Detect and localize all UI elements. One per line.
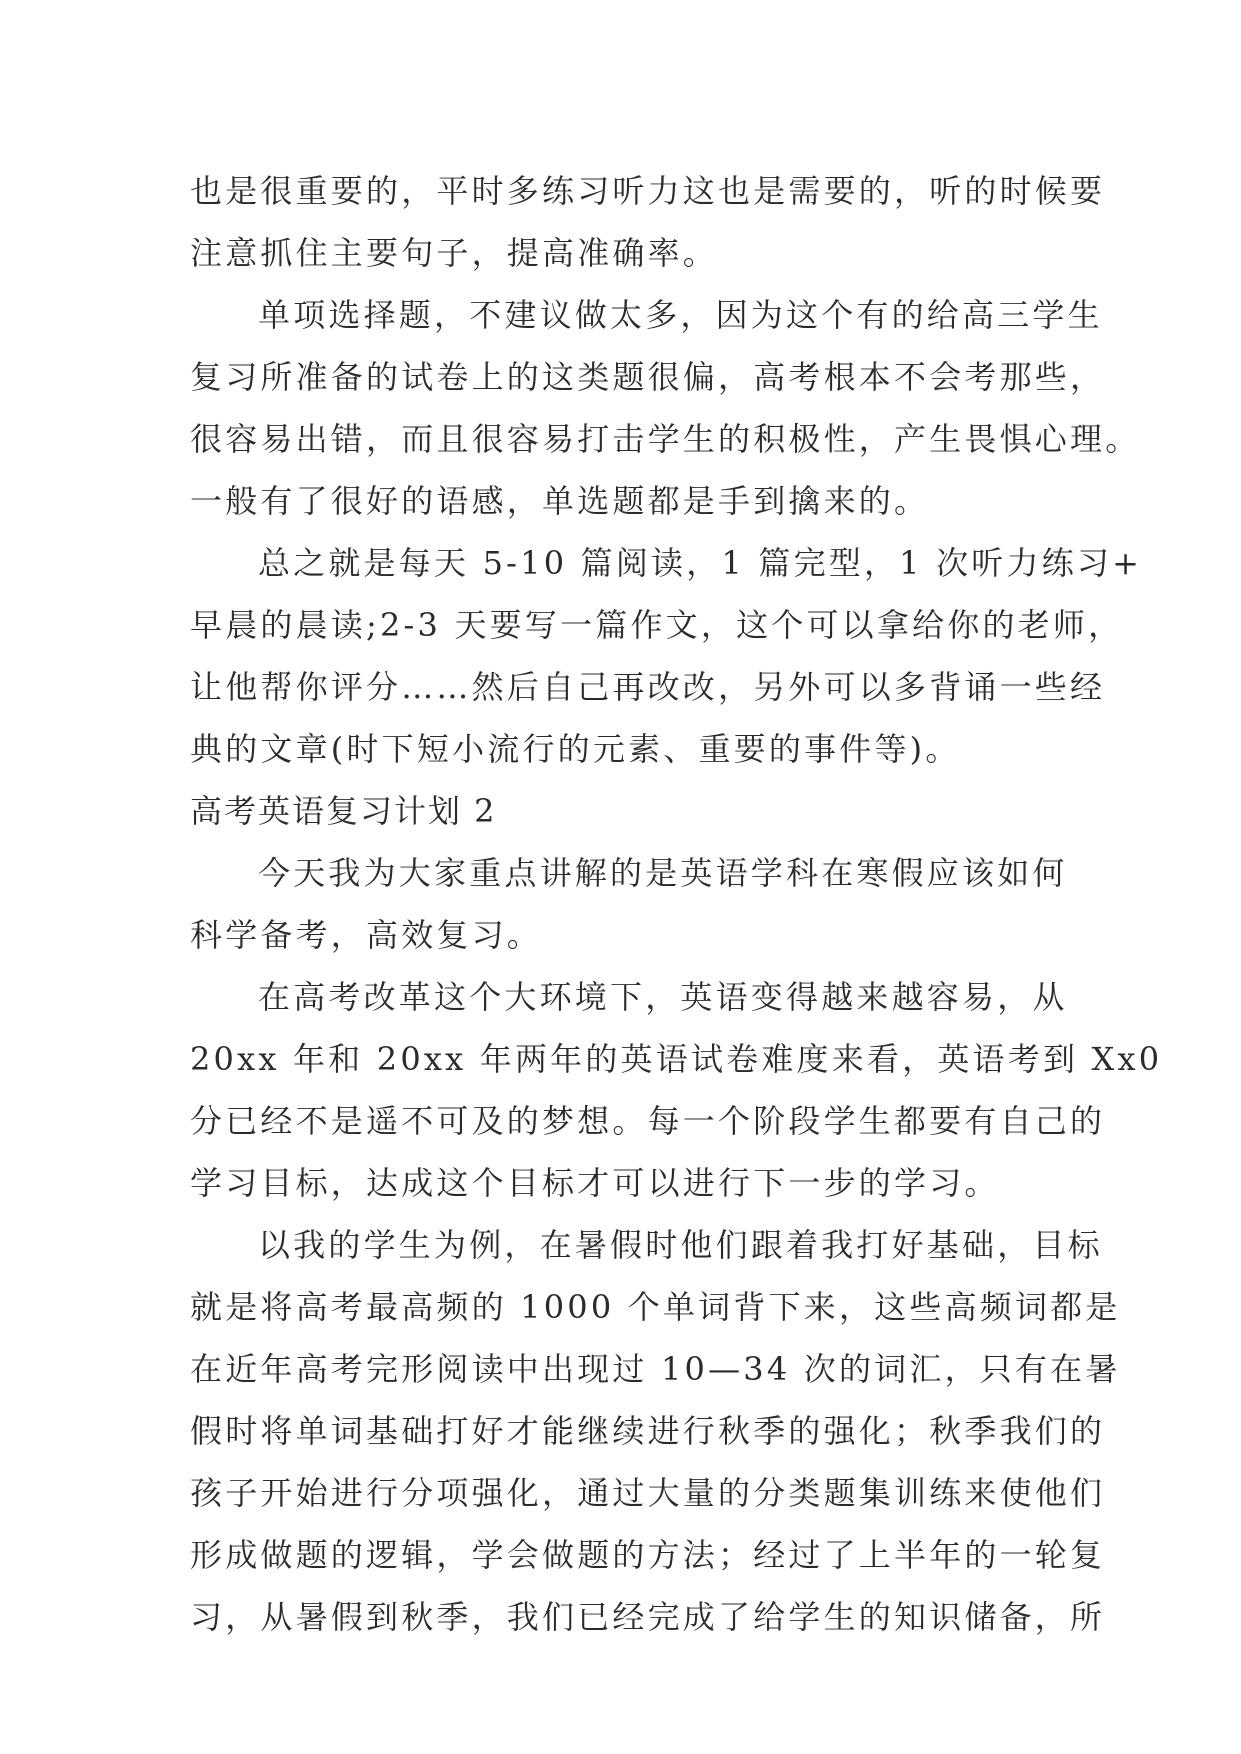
text-line: 很容易出错，而且很容易打击学生的积极性，产生畏惧心理。 (190, 420, 1141, 458)
text-line: 早晨的晨读;2-3 天要写一篇作文，这个可以拿给你的老师， (190, 606, 1124, 644)
text-line: 20xx 年和 20xx 年两年的英语试卷难度来看，英语考到 Xx0 (190, 1040, 1163, 1078)
text-line: 形成做题的逻辑，学会做题的方法；经过了上半年的一轮复 (190, 1536, 1106, 1574)
text-line: 也是很重要的，平时多练习听力这也是需要的，听的时候要 (190, 172, 1106, 210)
text-line: 科学备考，高效复习。 (190, 916, 543, 954)
section-heading: 高考英语复习计划 2 (190, 792, 497, 830)
text-line: 习，从暑假到秋季，我们已经完成了给学生的知识储备，所 (190, 1598, 1106, 1636)
text-line: 分已经不是遥不可及的梦想。每一个阶段学生都要有自己的 (190, 1102, 1106, 1140)
text-line: 学习目标，达成这个目标才可以进行下一步的学习。 (190, 1164, 1000, 1202)
text-line: 典的文章(时下短小流行的元素、重要的事件等)。 (190, 730, 961, 768)
text-line: 总之就是每天 5-10 篇阅读，1 篇完型，1 次听力练习+ (258, 544, 1143, 582)
text-line: 今天我为大家重点讲解的是英语学科在寒假应该如何 (258, 854, 1068, 892)
text-line: 单项选择题，不建议做太多，因为这个有的给高三学生 (258, 296, 1103, 334)
text-line: 以我的学生为例，在暑假时他们跟着我打好基础，目标 (258, 1226, 1103, 1264)
text-line: 复习所准备的试卷上的这类题很偏，高考根本不会考那些， (190, 358, 1106, 396)
text-line: 注意抓住主要句子，提高准确率。 (190, 234, 719, 272)
text-line: 在高考改革这个大环境下，英语变得越来越容易，从 (258, 978, 1068, 1016)
text-line: 一般有了很好的语感，单选题都是手到擒来的。 (190, 482, 930, 520)
text-line: 假时将单词基础打好才能继续进行秋季的强化；秋季我们的 (190, 1412, 1106, 1450)
text-line: 孩子开始进行分项强化，通过大量的分类题集训练来使他们 (190, 1474, 1106, 1512)
text-line: 让他帮你评分……然后自己再改改，另外可以多背诵一些经 (190, 668, 1106, 706)
text-line: 在近年高考完形阅读中出现过 10—34 次的词汇，只有在暑 (190, 1350, 1121, 1388)
text-line: 就是将高考最高频的 1000 个单词背下来，这些高频词都是 (190, 1288, 1121, 1326)
document-body (190, 160, 1163, 1648)
